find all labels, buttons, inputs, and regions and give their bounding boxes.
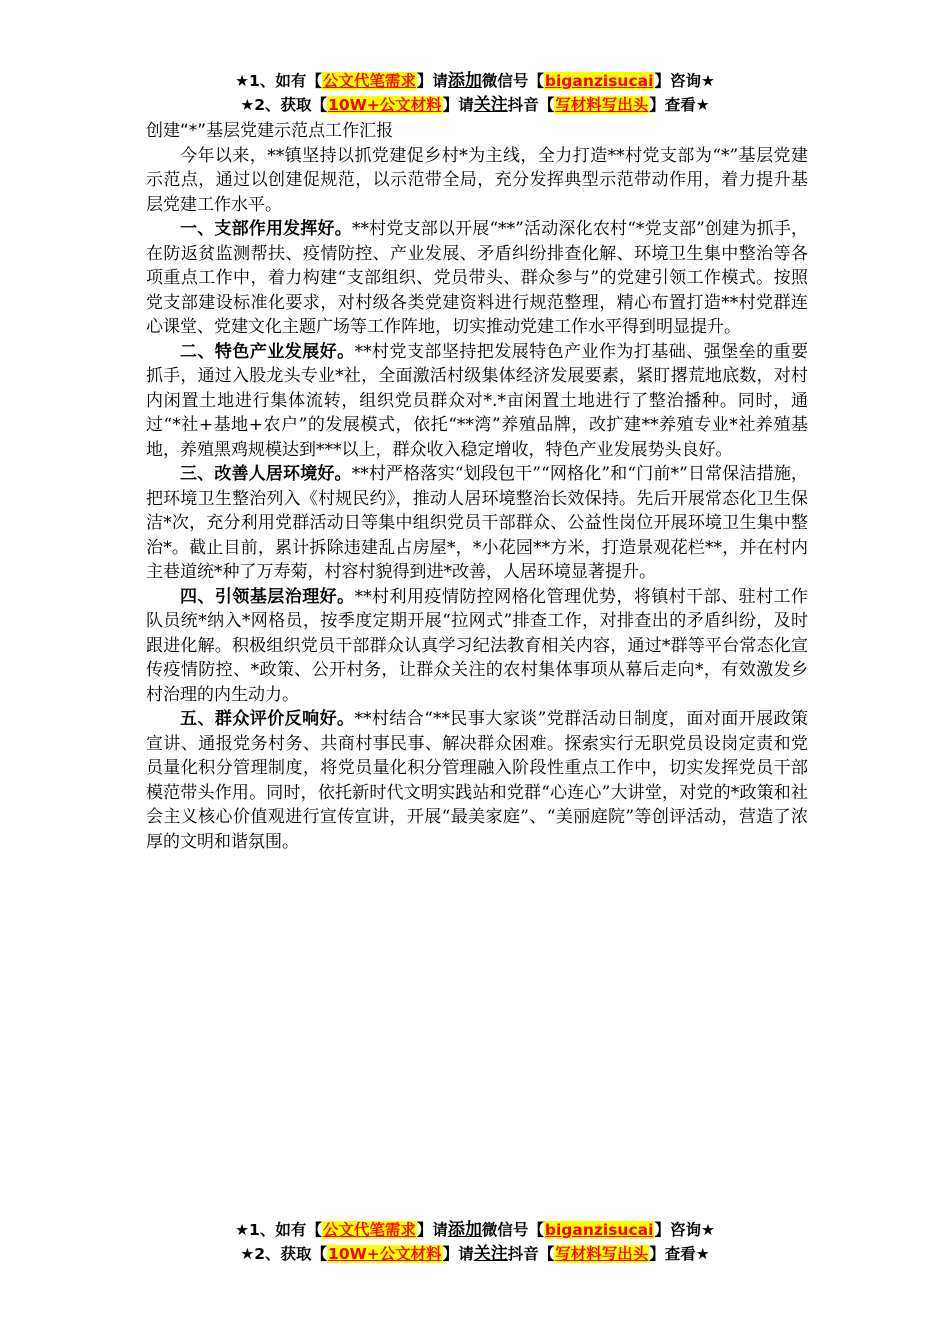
- douyin-account-link[interactable]: 写材料写出头: [555, 96, 649, 114]
- banner-line2-prefix: ★2、获取【: [240, 96, 328, 114]
- banner-line2-mid2: 抖音【: [507, 96, 555, 114]
- footer-line1-mid2: 微信号【: [481, 1221, 544, 1239]
- section-paragraph-4: [146, 585, 808, 708]
- banner-line1-mid1: 】请: [416, 72, 448, 90]
- footer-line1-prefix: ★1、如有【: [235, 1221, 322, 1239]
- banner-line-2: [0, 93, 950, 117]
- section-heading-4: 四、引领基层治理好。: [180, 586, 355, 607]
- section-paragraph-3: [146, 462, 808, 585]
- footer-banner-line-2: [0, 1242, 950, 1266]
- banner-line1-mid2: 微信号【: [481, 72, 544, 90]
- intro-paragraph: 今年以来，**镇坚持以抓党建促乡村*为主线，全力打造**村党支部为“*”基层党建示范点，通过以创建促规范，以示范带全局，充分发挥典型示范带动作用，着力提升基层党建工作水平。: [146, 145, 808, 215]
- footer-banner-line-1: [0, 1218, 950, 1242]
- footer-line2-prefix: ★2、获取【: [240, 1245, 328, 1263]
- banner-line2-mid1: 】请: [442, 96, 474, 114]
- banner-line2-suffix: 】查看★: [649, 96, 710, 114]
- header-banner: [0, 69, 950, 117]
- footer-banner: [0, 1218, 950, 1266]
- section-body-3: **村严格落实“划段包干”“网格化”和“门前*”日常保洁措施，把环境卫生整治列入《村规民约》，推动人居环境整治长效保持。先后开展常态化卫生保洁*次，充分利用党群活动日等集中组织党员干部群众、公益性岗位开展环境卫生集中整治*。截止目前，累计拆除违建乱占房屋*，*小花园**方米，打造景观花栏**，并在村内主巷道统*种了万寿菊，村容村貌得到进*改善，人居环境显著提升。: [146, 464, 808, 582]
- materials-link[interactable]: 10W+公文材料: [328, 96, 442, 114]
- document-title: 创建“*”基层党建示范点工作汇报: [146, 121, 394, 141]
- footer-wechat-id-link[interactable]: biganzisucai: [544, 1221, 654, 1239]
- wechat-id-link[interactable]: biganzisucai: [544, 72, 654, 90]
- section-paragraph-2: [146, 340, 808, 463]
- section-body-4: **村利用疫情防控网格化管理优势，将镇村干部、驻村工作队员统*纳入*网格员，按季度定期开展“拉网式”排查工作，对排查出的矛盾纠纷，及时跟进化解。积极组织党员干部群众认真学习纪法教育相关内容，通过*群等平台常态化宣传疫情防控、*政策、公开村务，让群众关注的农村集体事项从幕后走向*，有效激发乡村治理的内生动力。: [146, 586, 809, 705]
- footer-line1-suffix: 】咨询★: [654, 1221, 715, 1239]
- footer-line2-mid2: 抖音【: [507, 1245, 555, 1263]
- section-heading-5: 五、群众评价反响好。: [180, 709, 355, 729]
- footer-materials-link[interactable]: 10W+公文材料: [328, 1245, 442, 1263]
- banner-line2-mid1-big: 关注: [473, 95, 508, 115]
- footer-ghostwriting-service-link[interactable]: 公文代笔需求: [322, 1221, 416, 1239]
- footer-line2-mid1: 】请: [442, 1245, 474, 1263]
- section-paragraph-5: [146, 707, 808, 854]
- footer-douyin-account-link[interactable]: 写材料写出头: [555, 1245, 649, 1263]
- section-heading-2: 二、特色产业发展好。: [180, 341, 355, 362]
- document-body: [146, 119, 808, 854]
- footer-line2-mid1-big: 关注: [473, 1244, 508, 1264]
- banner-line1-suffix: 】咨询★: [654, 72, 715, 90]
- section-body-5: **村结合“**民事大家谈”党群活动日制度，面对面开展政策宣讲、通报党务村务、共商村事民事、解决群众困难。探索实行无职党员设岗定责和党员量化积分管理制度，将党员量化积分管理融入阶段性重点工作中，切实发挥党员干部模范带头作用。同时，依托新时代文明实践站和党群“心连心”大讲堂，对党的*政策和社会主义核心价值观进行宣传宣讲，开展“最美家庭”、“美丽庭院”等创评活动，营造了浓厚的文明和谐氛围。: [146, 709, 808, 852]
- footer-line1-mid1-big: 添加: [447, 1220, 482, 1240]
- section-heading-3: 三、改善人居环境好。: [180, 464, 352, 484]
- banner-line1-mid1-big: 添加: [447, 71, 482, 91]
- banner-line1-prefix: ★1、如有【: [235, 72, 322, 90]
- section-heading-1: 一、支部作用发挥好。: [180, 219, 352, 239]
- banner-line-1: [0, 69, 950, 93]
- section-body-1: **村党支部以开展“**”活动深化农村“*党支部”创建为抓手，在防返贫监测帮扶、疫情防控、产业发展、矛盾纠纷排查化解、环境卫生集中整治等各项重点工作中，着力构建“支部组织、党员带头、群众参与”的党建引领工作模式。按照党支部建设标准化要求，对村级各类党建资料进行规范整理，精心布置打造**村党群连心课堂、党建文化主题广场等工作阵地，切实推动党建工作水平得到明显提升。: [146, 219, 809, 337]
- ghostwriting-service-link[interactable]: 公文代笔需求: [322, 72, 416, 90]
- section-paragraph-1: [146, 217, 808, 340]
- section-body-2: **村党支部坚持把发展特色产业作为打基础、强堡垒的重要抓手，通过入股龙头专业*社，全面激活村级集体经济发展要素，紧盯撂荒地底数，对村内闲置土地进行集体流转，组织党员群众对*.*亩闲置土地进行了整治播种。同时，通过“*社+基地+农户”的发展模式，依托“**湾”养殖品牌，改扩建**养殖专业*社养殖基地，养殖黑鸡规模达到***以上，群众收入稳定增收，特色产业发展势头良好。: [146, 341, 809, 460]
- footer-line2-suffix: 】查看★: [649, 1245, 710, 1263]
- footer-line1-mid1: 】请: [416, 1221, 448, 1239]
